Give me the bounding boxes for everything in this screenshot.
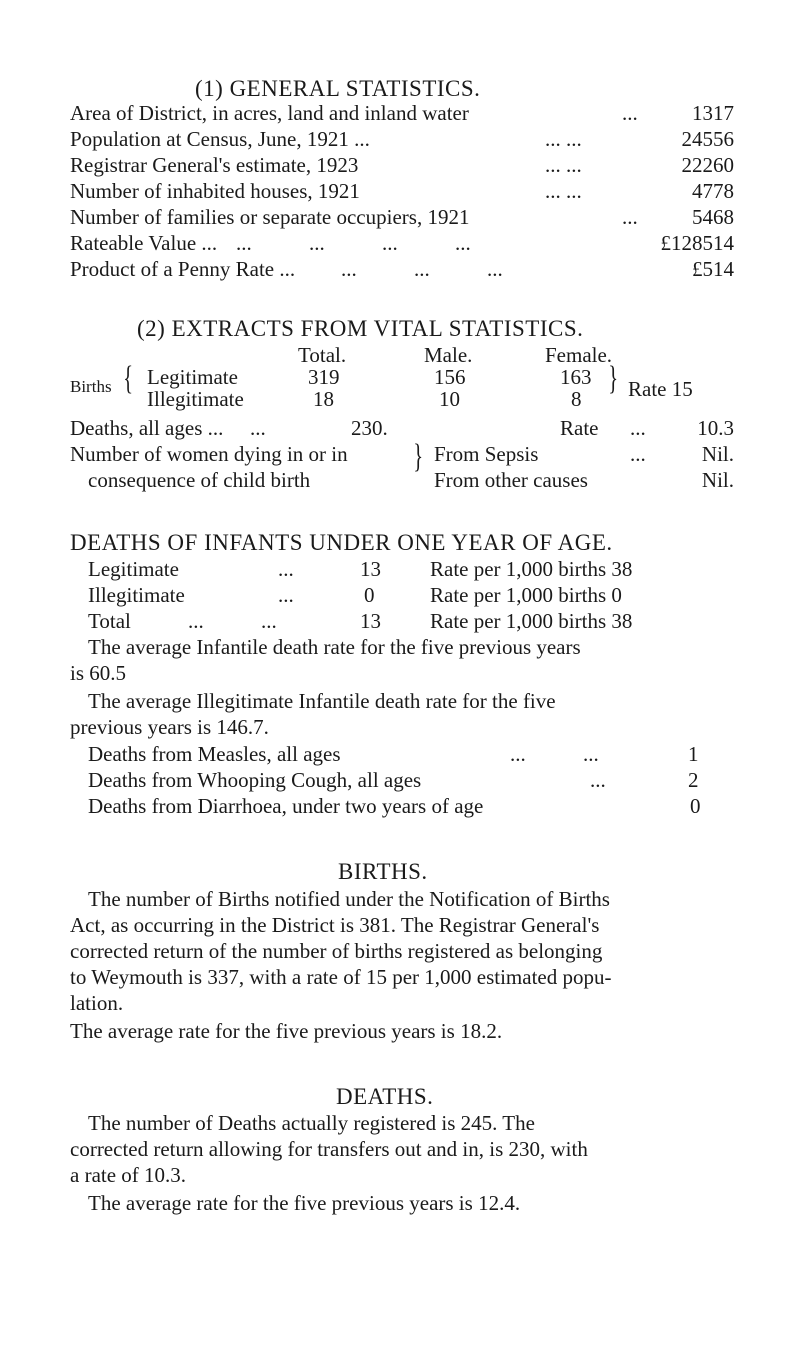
cause-row-label: Deaths from Measles, all ages	[88, 742, 341, 766]
sepsis-value: Nil.	[701, 442, 734, 466]
deaths-average-rate: The average rate for the five previous years is 12.4.	[88, 1191, 521, 1215]
births-illegitimate-female: 8	[571, 387, 582, 411]
general-row-dots: ... ...	[545, 179, 582, 203]
general-row-dots: ... ... ...	[341, 257, 503, 281]
deaths-rate-value: 10.3	[697, 416, 734, 440]
general-row-dots: ... ...	[545, 153, 582, 177]
infant-row-label: Illegitimate	[88, 583, 185, 607]
average-illegitimate-rate-line2: previous years is 146.7.	[70, 715, 269, 739]
births-label: Births	[70, 377, 112, 396]
average-infantile-rate-line1: The average Infantile death rate for the five previous years	[88, 635, 581, 659]
vital-statistics-heading: (2) EXTRACTS FROM VITAL STATISTICS.	[137, 316, 584, 341]
deaths-paragraph-line: a rate of 10.3.	[70, 1163, 187, 1187]
cause-row-label: Deaths from Whooping Cough, all ages	[88, 768, 422, 792]
general-row-value: 22260	[681, 153, 734, 177]
average-infantile-rate-line2: is 60.5	[70, 661, 127, 685]
deaths-heading: DEATHS.	[336, 1084, 434, 1109]
deaths-rate-dots: ...	[630, 416, 646, 440]
women-dying-label-line2: consequence of child birth	[88, 468, 311, 492]
general-row-dots: ...	[622, 205, 638, 229]
general-row-dots: ... ...	[545, 127, 582, 151]
general-row-label: Registrar General's estimate, 1923	[70, 153, 359, 177]
general-statistics-heading: (1) GENERAL STATISTICS.	[195, 76, 481, 101]
cause-row-value: 2	[688, 768, 699, 792]
illegitimate-label: Illegitimate	[147, 387, 244, 411]
general-row-dots: ...	[622, 101, 638, 125]
general-row-value: £514	[692, 257, 734, 281]
births-paragraph-line: Act, as occurring in the District is 381. The Registrar General's	[70, 913, 600, 937]
infant-row-dots: ...	[278, 583, 294, 607]
left-brace-icon: {	[123, 360, 134, 397]
general-row-label: Number of families or separate occupiers, 1921	[70, 205, 470, 229]
general-row-value: 1317	[692, 101, 734, 125]
births-legitimate-female: 163	[560, 365, 592, 389]
infant-row-rate: Rate per 1,000 births 38	[430, 557, 633, 581]
cause-row-dots: ... ...	[510, 742, 599, 766]
deaths-total: 230.	[351, 416, 388, 440]
general-row-value: 4778	[692, 179, 734, 203]
deaths-dots: ...	[250, 416, 266, 440]
infant-row-dots: ... ...	[188, 609, 277, 633]
infant-row-dots: ...	[278, 557, 294, 581]
deaths-paragraph-line: corrected return allowing for transfers out and in, is 230, with	[70, 1137, 588, 1161]
infant-row-rate: Rate per 1,000 births 0	[430, 583, 622, 607]
births-legitimate-total: 319	[308, 365, 340, 389]
legitimate-label: Legitimate	[147, 365, 238, 389]
general-row-value: 24556	[681, 127, 734, 151]
sepsis-dots: ...	[630, 442, 646, 466]
births-paragraph-line: corrected return of the number of births registered as belonging	[70, 939, 603, 963]
right-brace-icon: }	[608, 360, 619, 397]
births-paragraph-line: lation.	[70, 991, 124, 1015]
infant-row-count: 13	[360, 609, 381, 633]
general-row-value: 5468	[692, 205, 734, 229]
cause-row-value: 1	[688, 742, 699, 766]
infant-row-count: 0	[364, 583, 375, 607]
average-illegitimate-rate-line1: The average Illegitimate Infantile death rate for the five	[88, 689, 556, 713]
general-row-label: Product of a Penny Rate ...	[70, 257, 296, 281]
births-rate: Rate 15	[628, 377, 693, 401]
infant-row-count: 13	[360, 557, 381, 581]
general-row-dots: ... ... ... ...	[236, 231, 471, 255]
births-paragraph-line: The number of Births notified under the Notification of Births	[88, 887, 610, 911]
births-illegitimate-total: 18	[313, 387, 334, 411]
infant-row-label: Legitimate	[88, 557, 179, 581]
right-brace-icon: }	[413, 438, 424, 475]
births-legitimate-male: 156	[434, 365, 466, 389]
deaths-rate-label: Rate	[560, 416, 599, 440]
births-illegitimate-male: 10	[439, 387, 460, 411]
births-paragraph-line: to Weymouth is 337, with a rate of 15 per 1,000 estimated popu-	[70, 965, 612, 989]
column-header-total: Total.	[298, 343, 347, 367]
births-heading: BIRTHS.	[338, 859, 428, 884]
column-header-male: Male.	[424, 343, 473, 367]
cause-row-dots: ...	[590, 768, 606, 792]
cause-row-value: 0	[690, 794, 701, 818]
infant-deaths-heading: DEATHS OF INFANTS UNDER ONE YEAR OF AGE.	[70, 530, 613, 555]
general-row-label: Rateable Value ...	[70, 231, 218, 255]
column-header-female: Female.	[545, 343, 613, 367]
cause-row-label: Deaths from Diarrhoea, under two years of age	[88, 794, 484, 818]
general-row-label: Number of inhabited houses, 1921	[70, 179, 360, 203]
deaths-paragraph-line: The number of Deaths actually registered is 245. The	[88, 1111, 535, 1135]
other-causes-label: From other causes	[434, 468, 588, 492]
general-row-label: Area of District, in acres, land and inland water	[70, 101, 469, 125]
general-row-value: £128514	[660, 231, 734, 255]
sepsis-label: From Sepsis	[434, 442, 539, 466]
births-average-rate: The average rate for the five previous years is 18.2.	[70, 1019, 503, 1043]
general-row-label: Population at Census, June, 1921 ...	[70, 127, 370, 151]
infant-row-label: Total	[88, 609, 131, 633]
other-causes-value: Nil.	[701, 468, 734, 492]
women-dying-label-line1: Number of women dying in or in	[70, 442, 348, 466]
infant-row-rate: Rate per 1,000 births 38	[430, 609, 633, 633]
deaths-all-ages-label: Deaths, all ages ...	[70, 416, 224, 440]
